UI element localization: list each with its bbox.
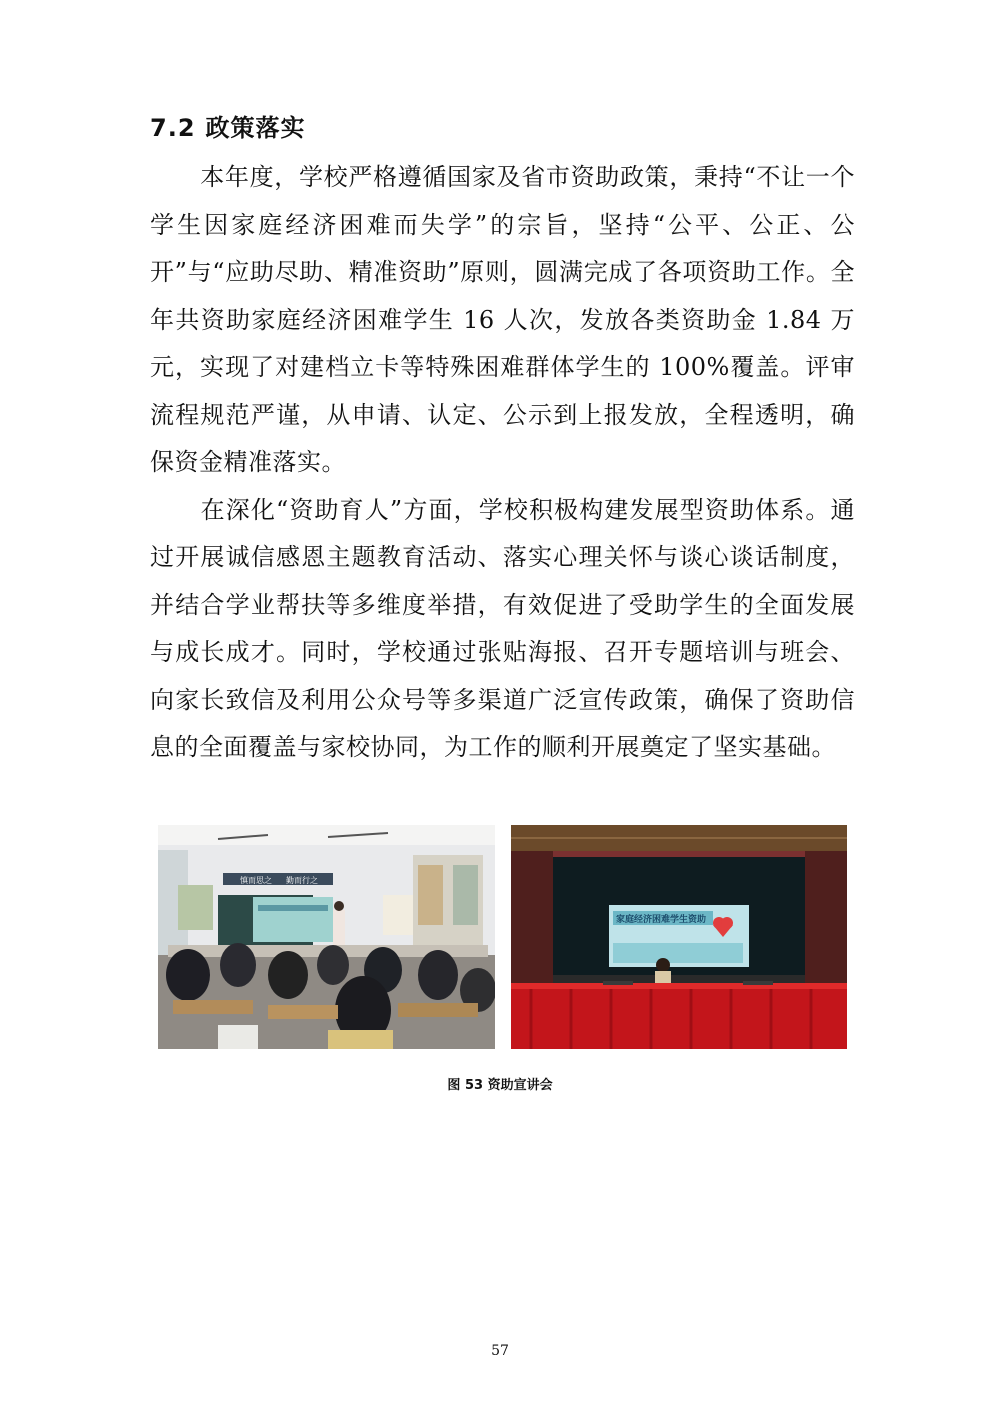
paragraph-1 — [150, 154, 855, 487]
page-number: 57 — [491, 1343, 509, 1359]
body-text — [150, 154, 855, 772]
classroom-banner-left: 慎而思之 — [240, 876, 272, 885]
section-heading — [150, 108, 306, 143]
paragraph-1-text: 本年度，学校严格遵循国家及省市资助政策，秉持“不让一个学生因家庭经济困难而失学”的宗旨，坚持“公平、公正、公开”与“应助尽助、精准资助”原则，圆满完成了各项资助工作。全年共资助家庭经济困难学生 16 人次，发放各类资助金 1.84 万元，实现了对建档立卡等特殊困难群体学生的 100%覆盖。评审流程规范严谨，从申请、认定、公示到上报发放，全程透明，确保资金精准落实。 — [150, 163, 855, 476]
auditorium-photo — [511, 825, 847, 1049]
section-number: 7.2 — [150, 114, 196, 142]
classroom-banner-right: 勤而行之 — [286, 876, 318, 885]
classroom-photo — [158, 825, 495, 1049]
paragraph-2-text: 在深化“资助育人”方面，学校积极构建发展型资助体系。通过开展诚信感恩主题教育活动、落实心理关怀与谈心谈话制度，并结合学业帮扶等多维度举措，有效促进了受助学生的全面发展与成长成才。同时，学校通过张贴海报、召开专题培训与班会、向家长致信及利用公众号等多渠道广泛宣传政策，确保了资助信息的全面覆盖与家校协同，为工作的顺利开展奠定了坚实基础。 — [150, 495, 855, 761]
paragraph-2 — [150, 487, 855, 772]
section-title: 政策落实 — [205, 114, 306, 142]
figure-caption: 图 53 资助宣讲会 — [447, 1078, 553, 1093]
screen-title: 家庭经济困难学生资助 — [616, 915, 707, 925]
